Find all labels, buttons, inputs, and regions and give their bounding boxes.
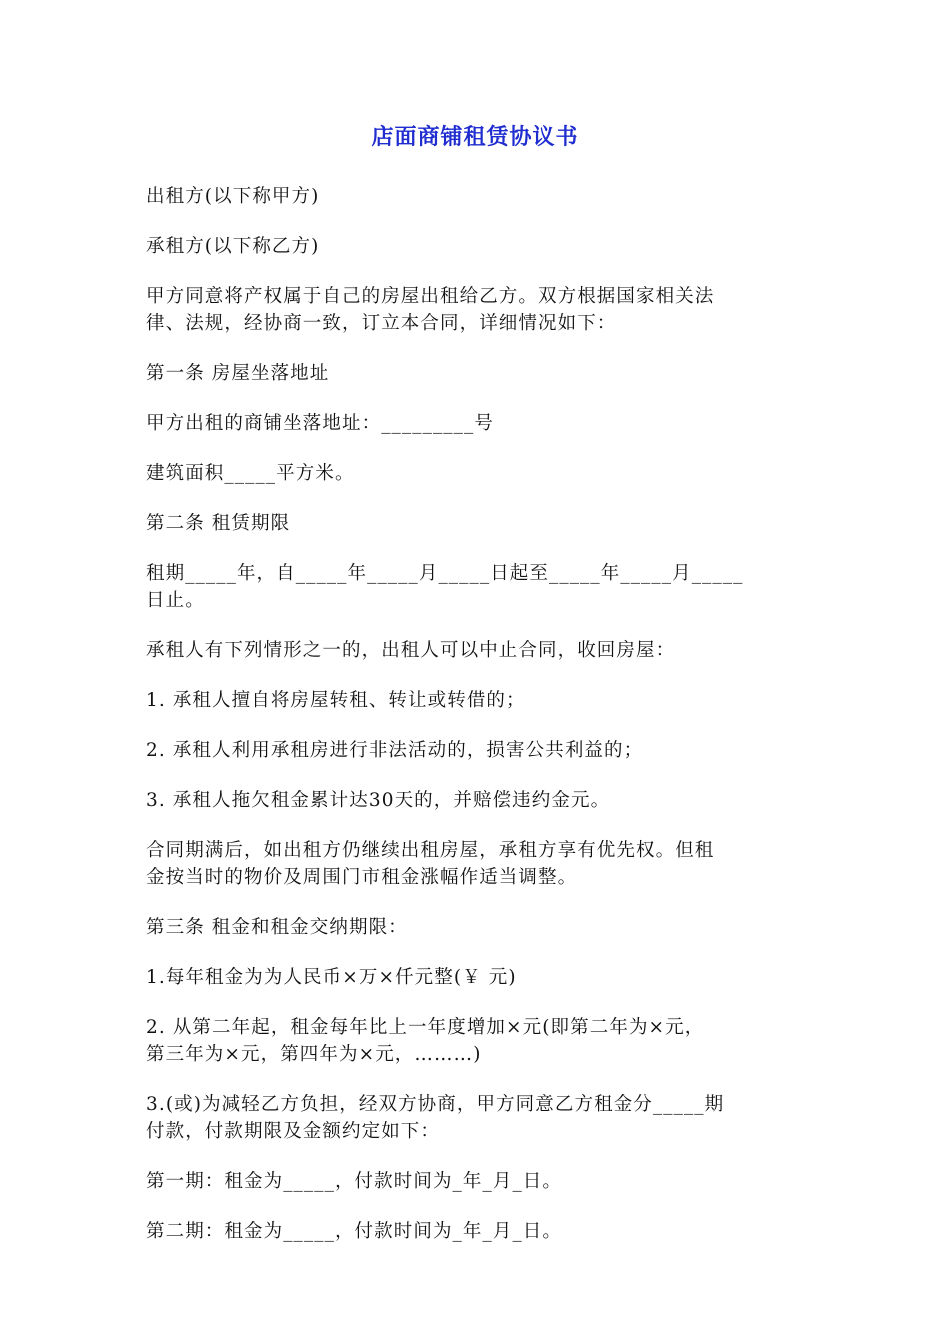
paragraph-line: 律、法规，经协商一致，订立本合同，详细情况如下： xyxy=(146,313,617,334)
paragraph xyxy=(146,837,806,891)
paragraph xyxy=(146,233,806,260)
paragraph-line: 金按当时的物价及周围门市租金涨幅作适当调整。 xyxy=(146,867,578,888)
paragraph xyxy=(146,360,806,387)
paragraph-line: 第三条 租金和租金交纳期限： xyxy=(146,917,408,938)
paragraph-line: 2. 承租人利用承租房进行非法活动的，损害公共利益的； xyxy=(146,740,644,761)
paragraph xyxy=(146,1218,806,1245)
paragraph-line: 1. 承租人擅自将房屋转租、转让或转借的； xyxy=(146,690,526,711)
paragraph-line: 合同期满后，如出租方仍继续出租房屋，承租方享有优先权。但租 xyxy=(146,840,715,861)
paragraph xyxy=(146,460,806,487)
paragraph-line: 建筑面积_____平方米。 xyxy=(146,463,355,484)
paragraph-line: 第一条 房屋坐落地址 xyxy=(146,363,330,384)
paragraph-line: 第一期：租金为_____，付款时间为_年_月_日。 xyxy=(146,1171,563,1192)
paragraph-line: 承租方(以下称乙方) xyxy=(146,236,320,257)
paragraph xyxy=(146,283,806,337)
paragraph xyxy=(146,1014,806,1068)
paragraph xyxy=(146,914,806,941)
paragraph-line: 3.(或)为减轻乙方负担，经双方协商，甲方同意乙方租金分_____期 xyxy=(146,1094,725,1115)
paragraph xyxy=(146,183,806,210)
paragraph xyxy=(146,637,806,664)
paragraph-line: 第二期：租金为_____，付款时间为_年_月_日。 xyxy=(146,1221,563,1242)
paragraph-line: 出租方(以下称甲方) xyxy=(146,186,320,207)
document-body xyxy=(146,183,806,1268)
document-title: 店面商铺租赁协议书 xyxy=(371,125,579,150)
paragraph-line: 第二条 租赁期限 xyxy=(146,513,291,534)
paragraph-line: 2. 从第二年起，租金每年比上一年度增加×元(即第二年为×元， xyxy=(146,1017,705,1038)
paragraph-line: 第三年为×元，第四年为×元，………) xyxy=(146,1044,482,1065)
paragraph xyxy=(146,560,806,614)
paragraph xyxy=(146,410,806,437)
paragraph xyxy=(146,1168,806,1195)
paragraph xyxy=(146,964,806,991)
paragraph-line: 3. 承租人拖欠租金累计达30天的，并赔偿违约金元。 xyxy=(146,790,611,811)
paragraph-line: 承租人有下列情形之一的，出租人可以中止合同，收回房屋： xyxy=(146,640,676,661)
paragraph-line: 甲方出租的商铺坐落地址：_________号 xyxy=(146,413,494,434)
paragraph-line: 日止。 xyxy=(146,590,205,611)
paragraph xyxy=(146,1091,806,1145)
paragraph xyxy=(146,687,806,714)
paragraph-line: 付款，付款期限及金额约定如下： xyxy=(146,1121,441,1142)
paragraph xyxy=(146,737,806,764)
paragraph xyxy=(146,510,806,537)
paragraph xyxy=(146,787,806,814)
paragraph-line: 1.每年租金为为人民币×万×仟元整(￥ 元) xyxy=(146,967,517,988)
paragraph-line: 甲方同意将产权属于自己的房屋出租给乙方。双方根据国家相关法 xyxy=(146,286,715,307)
paragraph-line: 租期_____年，自_____年_____月_____日起至_____年_____月_____ xyxy=(146,563,744,584)
